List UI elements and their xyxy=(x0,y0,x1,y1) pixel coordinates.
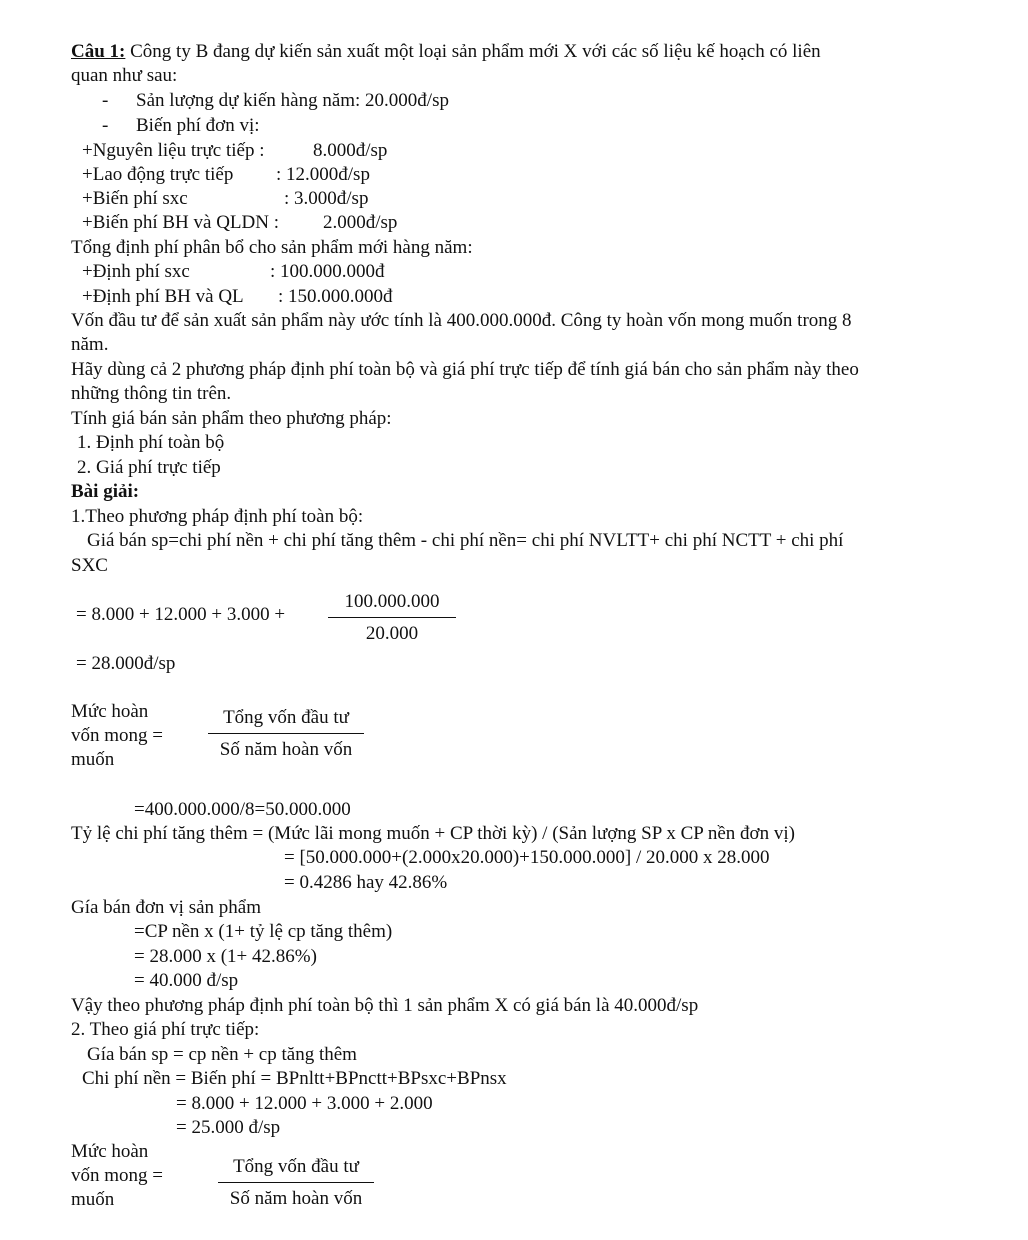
recovery-fraction-2 xyxy=(218,1155,374,1210)
fixed-label-overhead: +Định phí sxc xyxy=(82,261,190,282)
conclusion-text: Vậy theo phương pháp định phí toàn bộ thì 1 sản phẩm X có giá bán là 40.000đ/sp xyxy=(71,995,699,1016)
recovery-label-line: vốn mong = xyxy=(71,1165,163,1186)
section-1-formula: Giá bán sp=chi phí nền + chi phí tăng thêm - chi phí nền= chi phí NVLTT+ chi phí NCTT + chi phí xyxy=(87,530,844,551)
task-methods-title: Tính giá bán sản phẩm theo phương pháp: xyxy=(71,408,392,429)
recovery-label-line: vốn mong = xyxy=(71,725,163,746)
fraction-numerator: Tổng vốn đầu tư xyxy=(218,1155,374,1183)
bullet-dash: - xyxy=(102,115,109,136)
question-label: Câu 1: xyxy=(71,41,126,62)
bullet-variable-cost: Biến phí đơn vị: xyxy=(136,115,260,136)
question-text: Công ty B đang dự kiến sản xuất một loại sản phẩm mới X với các số liệu kế hoạch có liên xyxy=(125,41,821,62)
investment-text-cont: năm. xyxy=(71,334,109,355)
fraction-numerator: 100.000.000 xyxy=(328,590,456,618)
vc-label-selling: +Biến phí BH và QLDN : xyxy=(82,212,280,233)
method-2: 2. Giá phí trực tiếp xyxy=(77,457,221,478)
vc-value-material: 8.000đ/sp xyxy=(313,140,388,161)
unit-price-result: = 40.000 đ/sp xyxy=(134,970,239,991)
markup-ratio-result: = 0.4286 hay 42.86% xyxy=(284,872,448,893)
fraction-denominator: Số năm hoàn vốn xyxy=(229,1188,363,1209)
section-2-base-cost: Chi phí nền = Biến phí = BPnltt+BPnctt+BPsxc+BPnsx xyxy=(82,1068,507,1089)
solution-heading: Bài giải: xyxy=(71,481,140,502)
equation-1-left: = 8.000 + 12.000 + 3.000 + xyxy=(76,604,286,625)
vc-value-labor: : 12.000đ/sp xyxy=(276,164,370,185)
question-1-heading xyxy=(71,40,821,63)
recovery-label xyxy=(71,700,163,772)
vc-label-overhead: +Biến phí sxc xyxy=(82,188,188,209)
fraction-numerator: Tổng vốn đầu tư xyxy=(208,706,364,734)
unit-price-calc: = 28.000 x (1+ 42.86%) xyxy=(134,946,317,967)
task-text: Hãy dùng cả 2 phương pháp định phí toàn bộ và giá phí trực tiếp để tính giá bán cho sản phẩm này theo xyxy=(71,359,859,380)
unit-price-title: Gía bán đơn vị sản phẩm xyxy=(71,897,261,918)
question-text-cont: quan như sau: xyxy=(71,65,178,86)
recovery-label-line: muốn xyxy=(71,1189,115,1210)
section-2-price-formula: Gía bán sp = cp nền + cp tăng thêm xyxy=(87,1044,357,1065)
fraction-denominator: Số năm hoàn vốn xyxy=(219,739,353,760)
recovery-label-line: muốn xyxy=(71,749,115,770)
recovery-label-2 xyxy=(71,1140,163,1212)
vc-value-selling: 2.000đ/sp xyxy=(323,212,398,233)
unit-price-formula: =CP nền x (1+ tỷ lệ cp tăng thêm) xyxy=(134,921,393,942)
task-text-cont: những thông tin trên. xyxy=(71,383,232,404)
markup-ratio-calc: = [50.000.000+(2.000x20.000)+150.000.000] / 20.000 x 28.000 xyxy=(284,847,770,868)
method-1: 1. Định phí toàn bộ xyxy=(77,432,225,453)
section-2-title: 2. Theo giá phí trực tiếp: xyxy=(71,1019,260,1040)
recovery-value: =400.000.000/8=50.000.000 xyxy=(134,799,351,820)
vc-label-labor: +Lao động trực tiếp xyxy=(82,164,234,185)
section-1-title: 1.Theo phương pháp định phí toàn bộ: xyxy=(71,506,364,527)
fixed-value-overhead: : 100.000.000đ xyxy=(270,261,385,282)
section-2-base-calc: = 8.000 + 12.000 + 3.000 + 2.000 xyxy=(176,1093,433,1114)
fixed-label-selling: +Định phí BH và QL xyxy=(82,286,244,307)
recovery-label-line: Mức hoàn xyxy=(71,1141,149,1162)
recovery-fraction xyxy=(208,706,364,761)
bullet-dash: - xyxy=(102,90,109,111)
fraction-denominator: 20.000 xyxy=(365,623,419,644)
recovery-label-line: Mức hoàn xyxy=(71,701,149,722)
vc-value-overhead: : 3.000đ/sp xyxy=(284,188,369,209)
equation-1-fraction xyxy=(328,590,456,645)
section-1-formula-cont: SXC xyxy=(71,555,108,576)
investment-text: Vốn đầu tư để sản xuất sản phẩm này ước tính là 400.000.000đ. Công ty hoàn vốn mong muốn trong 8 xyxy=(71,310,852,331)
fixed-value-selling: : 150.000.000đ xyxy=(278,286,393,307)
vc-label-material: +Nguyên liệu trực tiếp : xyxy=(82,140,265,161)
bullet-output: Sản lượng dự kiến hàng năm: 20.000đ/sp xyxy=(136,90,449,111)
section-2-base-result: = 25.000 đ/sp xyxy=(176,1117,281,1138)
markup-ratio-formula: Tỷ lệ chi phí tăng thêm = (Mức lãi mong muốn + CP thời kỳ) / (Sản lượng SP x CP nền đơn vị) xyxy=(71,823,795,844)
equation-1-result: = 28.000đ/sp xyxy=(76,653,176,674)
fixed-cost-title: Tổng định phí phân bổ cho sản phẩm mới hàng năm: xyxy=(71,237,473,258)
